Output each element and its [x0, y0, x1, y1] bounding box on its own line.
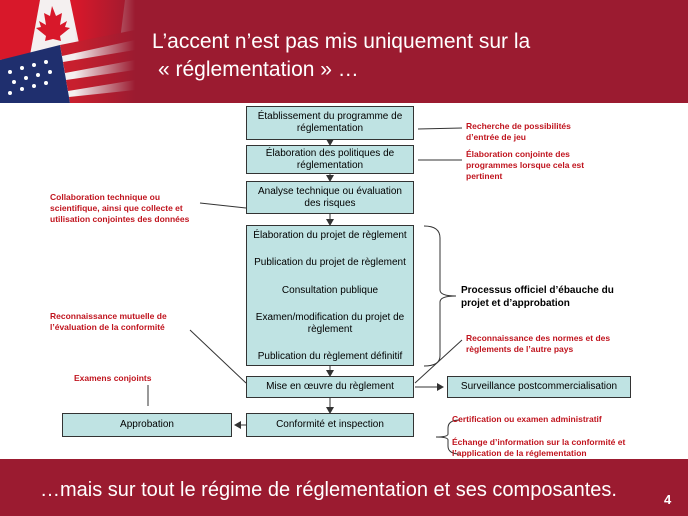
- note-examens-conjoints: Examens conjoints: [74, 373, 152, 383]
- box-item-elaboration-projet: Élaboration du projet de règlement: [253, 230, 407, 241]
- box-approbation-label: Approbation: [120, 419, 174, 430]
- note-reconnaissance-mutuelle: Reconnaissance mutuelle de l’évaluation de la conformité: [50, 311, 167, 332]
- note-recherche-possibilites: Recherche de possibilités d’entrée de jeu: [466, 121, 571, 142]
- box-conformite-inspection: [246, 413, 414, 437]
- box-etablissement-programme-label: Établissement du programme de réglementation: [257, 111, 403, 134]
- note-certification: Certification ou examen administratif: [452, 414, 602, 424]
- box-item-publication-projet: Publication du projet de règlement: [254, 257, 406, 269]
- box-analyse-technique-label: Analyse technique ou évaluation des risques: [258, 185, 402, 209]
- box-item-publication-definitif: Publication du règlement définitif: [257, 351, 403, 362]
- box-etablissement-programme: [246, 106, 414, 140]
- slide-title-line2: « réglementation » …: [158, 58, 359, 81]
- box-item-examen-modification: Examen/modification du projet de règlement: [255, 311, 405, 335]
- note-elaboration-conjointe: Élaboration conjointe des programmes lorsque cela est pertinent: [466, 149, 585, 181]
- box-approbation: [62, 413, 232, 437]
- box-item-consultation-publique: Consultation publique: [281, 284, 379, 296]
- box-elaboration-politiques: [246, 145, 414, 174]
- note-echange-information: Échange d’information sur la conformité et l’application de la réglementation: [452, 437, 626, 458]
- box-mise-en-oeuvre: [246, 376, 414, 398]
- note-reconnaissance-normes: Reconnaissance des normes et des règlements de l’autre pays: [466, 333, 611, 354]
- box-processus-officiel: [246, 225, 414, 366]
- box-surveillance-label: Surveillance postcommercialisation: [460, 381, 618, 392]
- box-elaboration-politiques-label: Élaboration des politiques de réglementation: [265, 147, 395, 171]
- box-mise-en-oeuvre-label: Mise en œuvre du règlement: [266, 381, 394, 392]
- slide-footer-text: …mais sur tout le régime de réglementation et ses composantes.: [40, 479, 617, 501]
- slide-title-line1: L’accent n’est pas mis uniquement sur la: [152, 30, 531, 53]
- box-conformite-inspection-label: Conformité et inspection: [276, 419, 384, 430]
- note-collaboration-technique: Collaboration technique ou scientifique, ainsi que collecte et utilisation conjointes des données: [50, 192, 190, 224]
- page-number: 4: [664, 492, 672, 507]
- box-analyse-technique: [246, 181, 414, 214]
- note-processus-officiel: Processus officiel d’ébauche du projet et d’approbation: [461, 285, 614, 309]
- box-surveillance-postcommercialisation: [447, 376, 631, 398]
